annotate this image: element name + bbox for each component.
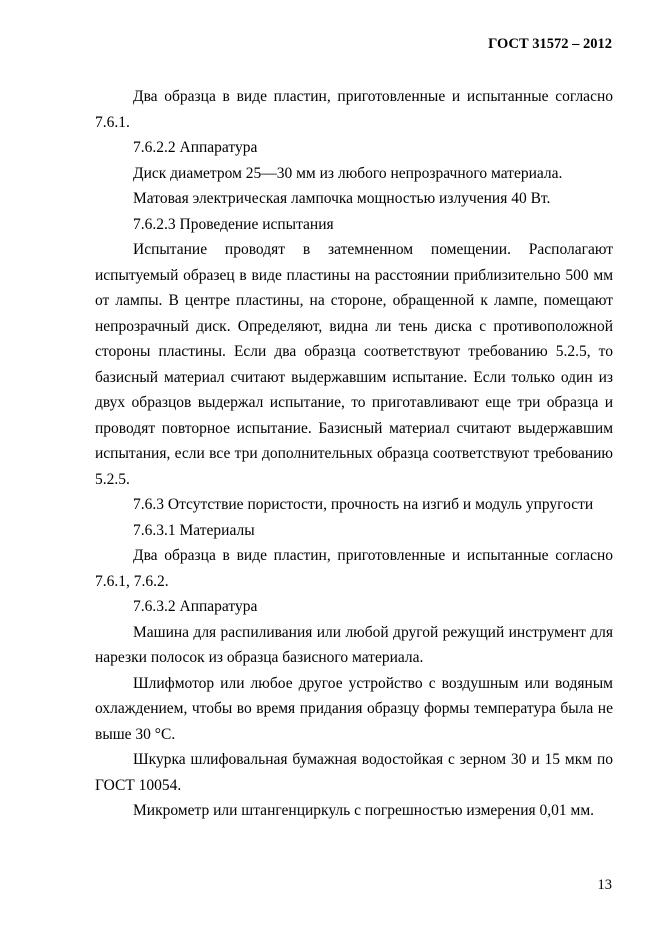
paragraph-disk: Диск диаметром 25—30 мм из любого непрозрачного материала. bbox=[133, 164, 563, 182]
document-body bbox=[95, 84, 613, 824]
section-heading-7-6-3-2: 7.6.3.2 Аппаратура bbox=[133, 598, 258, 615]
paragraph-cutting-machine: Машина для распиливания или любой другой режущий инструмент для нарезки полосок из образца базисного материала. bbox=[95, 623, 613, 666]
section-heading-7-6-2-3: 7.6.2.3 Проведение испытания bbox=[133, 215, 334, 233]
standard-header: ГОСТ 31572 – 2012 bbox=[488, 36, 612, 52]
paragraph-sandpaper: Шкурка шлифовальная бумажная водостойкая с зерном 30 и 15 мкм по ГОСТ 10054. bbox=[95, 751, 613, 794]
section-heading-7-6-3-1: 7.6.3.1 Материалы bbox=[133, 521, 255, 539]
paragraph-samples-7-6-1: Два образца в виде пластин, приготовленные и испытанные согласно 7.6.1. bbox=[95, 88, 613, 131]
paragraph-grinder: Шлифмотор или любое другое устройство с воздушным или водяным охлаждением, чтобы во время придания образцу формы температура была не выше 30 °С. bbox=[95, 674, 613, 743]
section-heading-7-6-3: 7.6.3 Отсутствие пористости, прочность на изгиб и модуль упругости bbox=[133, 496, 594, 513]
page-number: 13 bbox=[597, 877, 612, 893]
paragraph-test-procedure: Испытание проводят в затемненном помещении. Располагают испытуемый образец в виде пластины на расстоянии приблизительно 500 мм от лампы. В центре пластины, на стороне, обращенной к лампе, помещают непрозрачный диск. Определяют, видна ли тень диска с противоположной стороны пластины. Если два образца соответствуют требованию 5.2.5, то базисный материал считают выдержавшим испытание. Если только один из двух образцов выдержал испытание, то приготавливают еще три образца и проводят повторное испытание. Базисный материал считают выдержавшим испытания, если все три дополнительных образца соответствуют требованию 5.2.5. bbox=[95, 241, 613, 488]
paragraph-micrometer: Микрометр или штангенциркуль с погрешностью измерения 0,01 мм. bbox=[133, 802, 595, 819]
paragraph-lamp: Матовая электрическая лампочка мощностью излучения 40 Вт. bbox=[133, 190, 551, 207]
section-heading-7-6-2-2: 7.6.2.2 Аппаратура bbox=[133, 139, 258, 156]
paragraph-samples-7-6-2: Два образца в виде пластин, приготовленные и испытанные согласно 7.6.1, 7.6.2. bbox=[95, 547, 613, 590]
